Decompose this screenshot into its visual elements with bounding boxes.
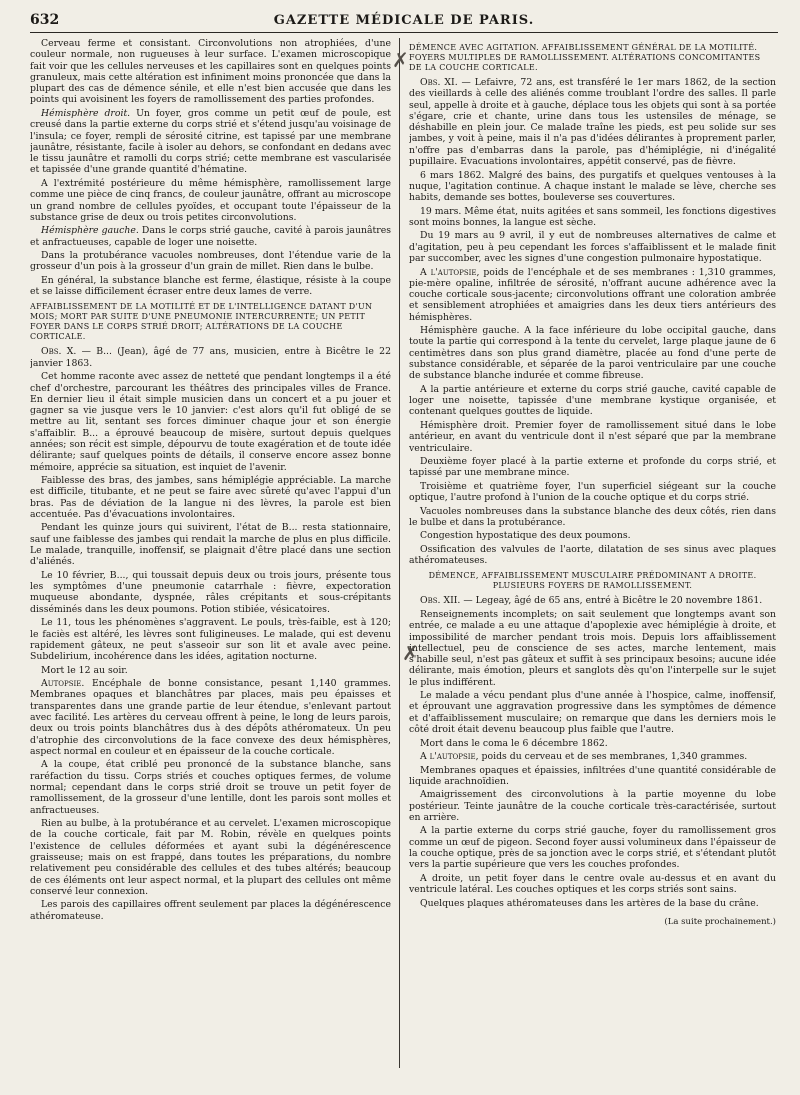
paragraph-lead: A l'autopsie,	[420, 266, 480, 278]
paragraph-text: Mort dans le coma le 6 décembre 1862.	[420, 737, 608, 749]
paragraph-text: A la partie externe du corps strié gauche, foyer du ramollissement gros comme un œuf de pigeon. Second foyer aussi volumineux dans l'épaisseur de la couche optique, près de sa jonction avec le corps strié, et s'étendant plutôt vers la partie supérieure que vers les couches profondes.	[409, 825, 776, 871]
paragraph-text: Ossification des valvules de l'aorte, dilatation de ses sinus avec plaques athéromateuses.	[409, 543, 776, 567]
left-column	[30, 38, 391, 1083]
paragraph-lead: A l'autopsie,	[420, 751, 479, 763]
paragraph	[409, 506, 776, 529]
paragraph	[409, 481, 776, 504]
paragraph-text: 6 mars 1862. Malgré des bains, des purgatifs et quelques ventouses à la nuque, l'agitation continue. A chaque instant le malade se lève, cherche ses habits, demande ses bottes, bouleverse ses couvertures.	[409, 169, 776, 204]
paragraph-text: Mort le 12 au soir.	[41, 664, 128, 676]
paragraph-text: Deuxième foyer placé à la partie externe et profonde du corps strié, et tapissé par une membrane mince.	[409, 456, 776, 479]
paragraph	[409, 873, 776, 896]
column-divider	[399, 38, 400, 1068]
paragraph-text: Le malade a vécu pendant plus d'une année à l'hospice, calme, inoffensif, et éprouvant une aggravation progressive dans les symptômes de démence et d'affaiblissement musculaire; on remarque que dans les derniers mois le côté droit était devenu beaucoup plus faible que l'autre.	[409, 690, 776, 736]
paragraph-text: Le 11, tous les phénomènes s'aggravent. Le pouls, très-faible, est à 120; le faciès est altéré, les lèvres sont fuligineuses. Le malade, qui est devenu rapidement gâteux, ne peut s'asseoir sur son lit et avale avec peine. Subdelirium, incohérence dans les idées, agitation nocturne.	[30, 617, 391, 663]
paragraph-lead: Obs. XII. —	[420, 595, 473, 607]
paragraph-text: Faiblesse des bras, des jambes, sans hémiplégie appréciable. La marche est difficile, titubante, et ne peut se faire avec sûreté qu'avec l'appui d'un bras. Pas de déviation de la langue ni des lèvres, la parole est bien accentuée. Pas d'évacuations involontaires.	[30, 475, 391, 520]
paragraph-text: Hémisphère droit. Premier foyer de ramollissement situé dans le lobe antérieur, en avant du ventricule dont il n'est séparé que par la membrane ventriculaire.	[409, 419, 776, 454]
paragraph-text: B... (Jean), âgé de 77 ans, musicien, entre à Bicêtre le 22 janvier 1863.	[30, 346, 391, 369]
paragraph-text: 19 mars. Même état, nuits agitées et sans sommeil, les fonctions digestives sont moins bonnes, la langue est sèche.	[409, 205, 776, 228]
paragraph	[30, 38, 391, 106]
paragraph-lead: Obs. X. —	[41, 346, 91, 358]
paragraph	[30, 275, 391, 298]
paragraph	[409, 751, 776, 762]
paragraph	[30, 570, 391, 615]
paragraph	[30, 178, 391, 223]
paragraph-text: Un foyer, gros comme un petit œuf de poule, est creusé dans la partie externe du corps strié et s'étend jusqu'au voisinage de l'insula; ce foyer, rempli de sérosité citrine, est tapissé par une membrane jaunâtre, résistante, facile à isoler au dehors, se confondant en dedans avec le tissu jaunâtre et ramolli du corps strié; cette membrane est vascularisée et tapissée d'une grande quantité d'hématine.	[30, 107, 391, 176]
paragraph	[409, 825, 776, 870]
paragraph	[30, 759, 391, 815]
page-header	[30, 10, 778, 33]
paragraph-lead: Hémisphère droit.	[41, 107, 131, 119]
paragraph-text: Quelques plaques athéromateuses dans les artères de la base du crâne.	[420, 897, 759, 909]
paragraph	[409, 267, 776, 323]
paragraph	[30, 617, 391, 662]
paragraph-text: Le 10 février, B..., qui toussait depuis deux ou trois jours, présente tous les symptômes d'une pneumonie catarrhale : fièvre, expectoration muqueuse abondante, dyspnée, râles crépitants et sous-crépitants disséminés dans les deux poumons. Potion stibiée, vésicatoires.	[30, 569, 391, 615]
paragraph	[30, 250, 391, 273]
paragraph-text: Dans la protubérance vacuoles nombreuses, dont l'étendue varie de la grosseur d'un pois à la grosseur d'un grain de millet. Rien dans le bulbe.	[30, 250, 391, 273]
paragraph	[30, 818, 391, 897]
paragraph	[409, 609, 776, 688]
paragraph	[30, 475, 391, 520]
paragraph	[409, 170, 776, 204]
paragraph	[409, 544, 776, 567]
paragraph	[30, 346, 391, 369]
paragraph-text: poids du cerveau et de ses membranes, 1,340 grammes.	[481, 751, 748, 763]
paragraph-text: Cerveau ferme et consistant. Circonvolutions non atrophiées, d'une couleur normale, non rugueuses à leur surface. L'examen microscopique fait voir que les cellules nerveuses et les capillaires sont en quelques points granuleux, mais cette altération est infiniment moins prononcée que dans la plupart des cas de démence sénile, et elle n'est bien accusée que dans les points qui avoisinent les foyers de ramollissement des parties profondes.	[30, 38, 391, 106]
paragraph	[409, 456, 776, 479]
right-column	[409, 38, 776, 1083]
paragraph-text: Congestion hypostatique des deux poumons.	[420, 530, 631, 542]
paragraph-text: Encéphale de bonne consistance, pesant 1,140 grammes. Membranes opaques et blanchâtres par places, mais peu épaisses et transparentes dans une grande partie de leur étendue, s'enlevant partout avec facilité. Les artères du cerveau offrent à peine, le long de leurs parois, deux ou trois points blanchâtres dus à des dépôts athéromateux. Un peu d'atrophie des circonvolutions de la face convexe des deux hémisphères, aspect normal en couleur et en épaisseur de la couche corticale.	[30, 678, 391, 757]
section-heading: AFFAIBLISSEMENT DE LA MOTILITÉ ET DE L'INTELLIGENCE DATANT D'UN MOIS; MORT PAR SUITE D'UNE PNEUMONIE INTERCURRENTE; UN PETIT FOYER DANS LE CORPS STRIÉ DROIT; ALTÉRATIONS DE LA COUCHE CORTICALE.	[30, 302, 373, 342]
paragraph	[409, 530, 776, 541]
paragraph-text: Hémisphère gauche. A la face inférieure du lobe occipital gauche, dans toute la partie qui correspond à la tente du cervelet, large plaque jaune de 6 centimètres dans son plus grand diamètre, placée au fond d'une perte de substance considérable, et séparée de la paroi ventriculaire par une couche de substance blanche indurée et comme fibreuse.	[409, 325, 776, 382]
paragraph	[409, 690, 776, 735]
paragraph-text: En général, la substance blanche est ferme, élastique, résiste à la coupe et se laisse difficilement écraser entre deux lames de verre.	[30, 274, 391, 298]
paragraph	[30, 522, 391, 567]
paragraph-text: A la partie antérieure et externe du corps strié gauche, cavité capable de loger une noisette, tapissée d'une membrane kystique organisée, et contenant quelques gouttes de liquide.	[409, 383, 776, 418]
paragraph-lead: Hémisphère gauche.	[41, 225, 139, 237]
journal-title: GAZETTE MÉDICALE DE PARIS.	[273, 13, 535, 28]
paragraph-text: A l'extrémité postérieure du même hémisphère, ramollissement large comme une pièce de cinq francs, de couleur jaunâtre, offrant au microscope un grand nombre de cellules pyoïdes, et occupant toute l'épaisseur de la substance grise de deux ou trois petites circonvolutions.	[30, 177, 391, 223]
paragraph-text: Cet homme raconte avec assez de netteté que pendant longtemps il a été chef d'orchestre, parcourant les théâtres des principales villes de France. En dernier lieu il était simple musicien dans un concert et a pu jouer et gagner sa vie jusque vers le 10 janvier: c'est alors qu'il fut obligé de se mettre au lit, sentant ses forces diminuer chaque jour et son énergie s'affaiblir. B... a éprouvé beaucoup de misère, surtout depuis quelques années; son récit est simple, dépourvu de toute exagération et de toute idée délirante; sauf quelques points de détails, il conserve encore assez bonne mémoire, apprécie sa situation, est inquiet de l'avenir.	[30, 371, 391, 473]
paragraph	[409, 325, 776, 381]
paragraph-text: Membranes opaques et épaissies, infiltrées d'une quantité considérable de liquide arachnoïdien.	[409, 764, 776, 787]
paragraph	[409, 738, 776, 749]
paragraph	[409, 420, 776, 454]
section-heading: DÉMENCE, AFFAIBLISSEMENT MUSCULAIRE PRÉDOMINANT A DROITE. PLUSIEURS FOYERS DE RAMOLLISSEMENT.	[428, 571, 757, 591]
paragraph	[30, 678, 391, 757]
paragraph	[409, 230, 776, 264]
paragraph-text: Du 19 mars au 9 avril, il y eut de nombreuses alternatives de calme et d'agitation, peu à peu cependant les forces s'affaiblissent et le malade finit par succomber, avec les signes d'une congestion pulmonaire hypostatique.	[409, 230, 776, 265]
paragraph-text: poids de l'encéphale et de ses membranes : 1,310 grammes, pie-mère opaline, infiltrée de sérosité, n'offrant aucune adhérence avec la couche corticale sous-jacente; circonvolutions offrant une coloration ambrée et sensiblement atrophiées et amaigries dans les deux tiers antérieurs des hémisphères.	[409, 266, 776, 323]
handwritten-x-mark: ✗	[402, 641, 419, 665]
paragraph-lead: Obs. XI. —	[420, 77, 471, 88]
paragraph	[409, 765, 776, 788]
page-number: 632	[30, 12, 60, 28]
paragraph-text: Dans le corps strié gauche, cavité à parois jaunâtres et anfractueuses, capable de loger une noisette.	[30, 225, 391, 248]
paragraph	[30, 225, 391, 248]
paragraph-text: Amaigrissement des circonvolutions à la partie moyenne du lobe postérieur. Teinte jaunâtre de la couche corticale très-caractérisée, surtout en arrière.	[409, 789, 776, 823]
continuation-note: (La suite prochainement.)	[664, 916, 776, 927]
paragraph-lead: Autopsie.	[41, 678, 85, 690]
paragraph	[30, 371, 391, 473]
paragraph	[409, 77, 776, 167]
paragraph	[409, 789, 776, 823]
paragraph	[409, 595, 776, 606]
paragraph	[409, 206, 776, 229]
paragraph	[30, 899, 391, 922]
paragraph-text: Pendant les quinze jours qui suivirent, l'état de B... resta stationnaire, sauf une faiblesse des jambes qui rendait la marche de plus en plus difficile. Le malade, tranquille, inoffensif, se plaignait d'être placé dans une section d'aliénés.	[30, 522, 391, 568]
paragraph	[409, 384, 776, 418]
paragraph-text: A droite, un petit foyer dans le centre ovale au-dessus et en avant du ventricule latéral. Les couches optiques et les corps striés sont sains.	[409, 872, 776, 896]
paragraph-text: Lefaivre, 72 ans, est transféré le 1er mars 1862, de la section des vieillards à celle des aliénés comme troublant l'ordre des salles. Il parle seul, appelle à droite et à gauche, déplace tous les objets qui sont à sa portée s'égare, crie et chante, urine dans tous les ustensiles de ménage, se déshabille en plein jour. Ce malade traîne les pieds, est peu solide sur ses jambes, y voit à peine, mais il n'a pas d'idées délirantes à proprement parler, n'offre pas d'embarras dans la parole, pas d'hémiplégie, ni d'inégalité pupillaire. Evacuations involontaires, appétit conservé, pas de fièvre.	[409, 77, 776, 168]
paragraph	[30, 665, 391, 676]
paragraph-text: Troisième et quatrième foyer, l'un superficiel siégeant sur la couche optique, l'autre profond à l'union de la couche optique et du corps strié.	[409, 480, 776, 504]
paragraph-text: A la coupe, état criblé peu prononcé de la substance blanche, sans raréfaction du tissu. Corps striés et couches optiques fermes, de volume normal; cependant dans le corps strié droit se trouve un petit foyer de ramollissement, de la grosseur d'une lentille, dont les parois sont molles et anfractueuses.	[30, 759, 391, 816]
handwritten-x-mark: ✗	[392, 48, 409, 72]
paragraph-text: Les parois des capillaires offrent seulement par places la dégénérescence athéromateuse.	[30, 899, 391, 922]
paragraph-text: Rien au bulbe, à la protubérance et au cervelet. L'examen microscopique de la couche corticale, fait par M. Robin, révèle en quelques points l'existence de cellules déformées et ayant subi la dégénérescence graisseuse; mais on est frappé, dans toutes les préparations, du nombre relativement peu considérable des cellules et des tubes altérés; beaucoup de ces éléments ont leur aspect normal, et la plupart des cellules ont même conservé leur connexion.	[30, 818, 391, 897]
paragraph	[30, 108, 391, 176]
paragraph-text: Renseignements incomplets; on sait seulement que longtemps avant son entrée, ce malade a eu une attaque d'apoplexie avec hémiplégie à droite, et impossibilité de marcher pendant trois mois. Depuis lors affaiblissement intellectuel, peu de conscience de ses actes, marche lentement, mais s'habille seul, n'est pas gâteux et suffit à ses principaux besoins; aucune idée délirante, mais émotion, pleurs et sanglots dès qu'on l'interpelle sur le sujet le plus indifférent.	[409, 608, 776, 688]
paragraph-text: Vacuoles nombreuses dans la substance blanche des deux côtés, rien dans le bulbe et dans la protubérance.	[409, 505, 776, 528]
section-heading: DÉMENCE AVEC AGITATION. AFFAIBLISSEMENT GÉNÉRAL DE LA MOTILITÉ. FOYERS MULTIPLES DE RAMOLLISSEMENT. ALTÉRATIONS CONCOMITANTES DE LA COUCHE CORTICALE.	[409, 43, 761, 72]
paragraph-text: Legeay, âgé de 65 ans, entré à Bicêtre le 20 novembre 1861.	[475, 595, 763, 607]
paragraph	[409, 898, 776, 909]
